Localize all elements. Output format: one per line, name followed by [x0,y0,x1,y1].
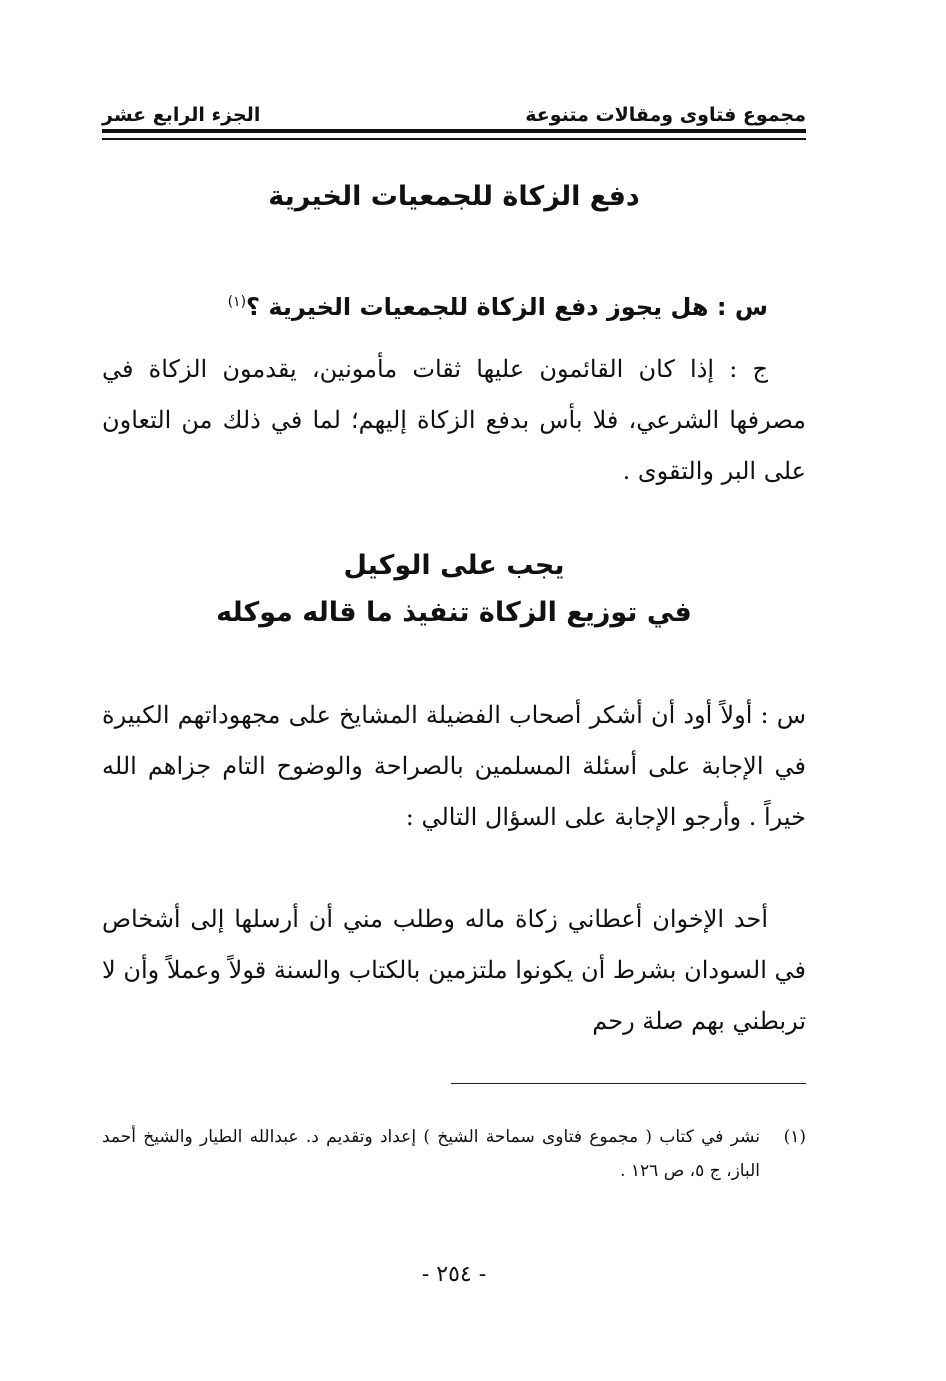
volume-label: الجزء الرابع عشر [102,104,261,126]
footnote-marker: (١) [783,1127,806,1147]
page-number: - ٢٥٤ - [421,1262,487,1287]
question-paragraph-2: س : أولاً أود أن أشكر أصحاب الفضيلة المشايخ على مجهوداتهم الكبيرة في الإجابة على أسئلة المسلمين بالصراحة والوضوح التام جزاهم الله خيراً . وأرجو الإجابة على السؤال التالي : [102,701,807,831]
header-rule-thick [102,129,806,133]
running-header [102,92,806,126]
section-title-line2: في توزيع الزكاة تنفيذ ما قاله موكله [216,597,692,628]
header-rule-thin [102,138,806,140]
question-text: س : هل يجوز دفع الزكاة للجمعيات الخيرية ؟ [246,293,768,321]
question-paragraph [102,282,806,333]
section-title-line1: يجب على الوكيل [343,550,565,581]
footnote-ref: (١) [227,294,247,310]
question-continuation: أحد الإخوان أعطاني زكاة ماله وطلب مني أن أرسلها إلى أشخاص في السودان بشرط أن يكونوا ملتزمين بالكتاب والسنة قولاً وعملاً وأن لا تربطني بهم صلة رحم [102,905,806,1035]
footnote-text: نشر في كتاب ( مجموع فتاوى سماحة الشيخ ) إعداد وتقديم د. عبدالله الطيار والشيخ أحمد الباز، ج ٥، ص ١٢٦ . [102,1127,760,1181]
footnote [102,1120,806,1188]
section-title: دفع الزكاة للجمعيات الخيرية [268,181,640,212]
footnote-rule [451,1083,806,1084]
book-title: مجموع فتاوى ومقالات متنوعة [525,104,806,126]
answer-paragraph: ج : إذا كان القائمون عليها ثقات مأمونين، يقدمون الزكاة في مصرفها الشرعي، فلا بأس بدفع الزكاة إليهم؛ لما في ذلك من التعاون على البر والتقوى . [102,355,806,485]
document-page [102,0,806,1381]
